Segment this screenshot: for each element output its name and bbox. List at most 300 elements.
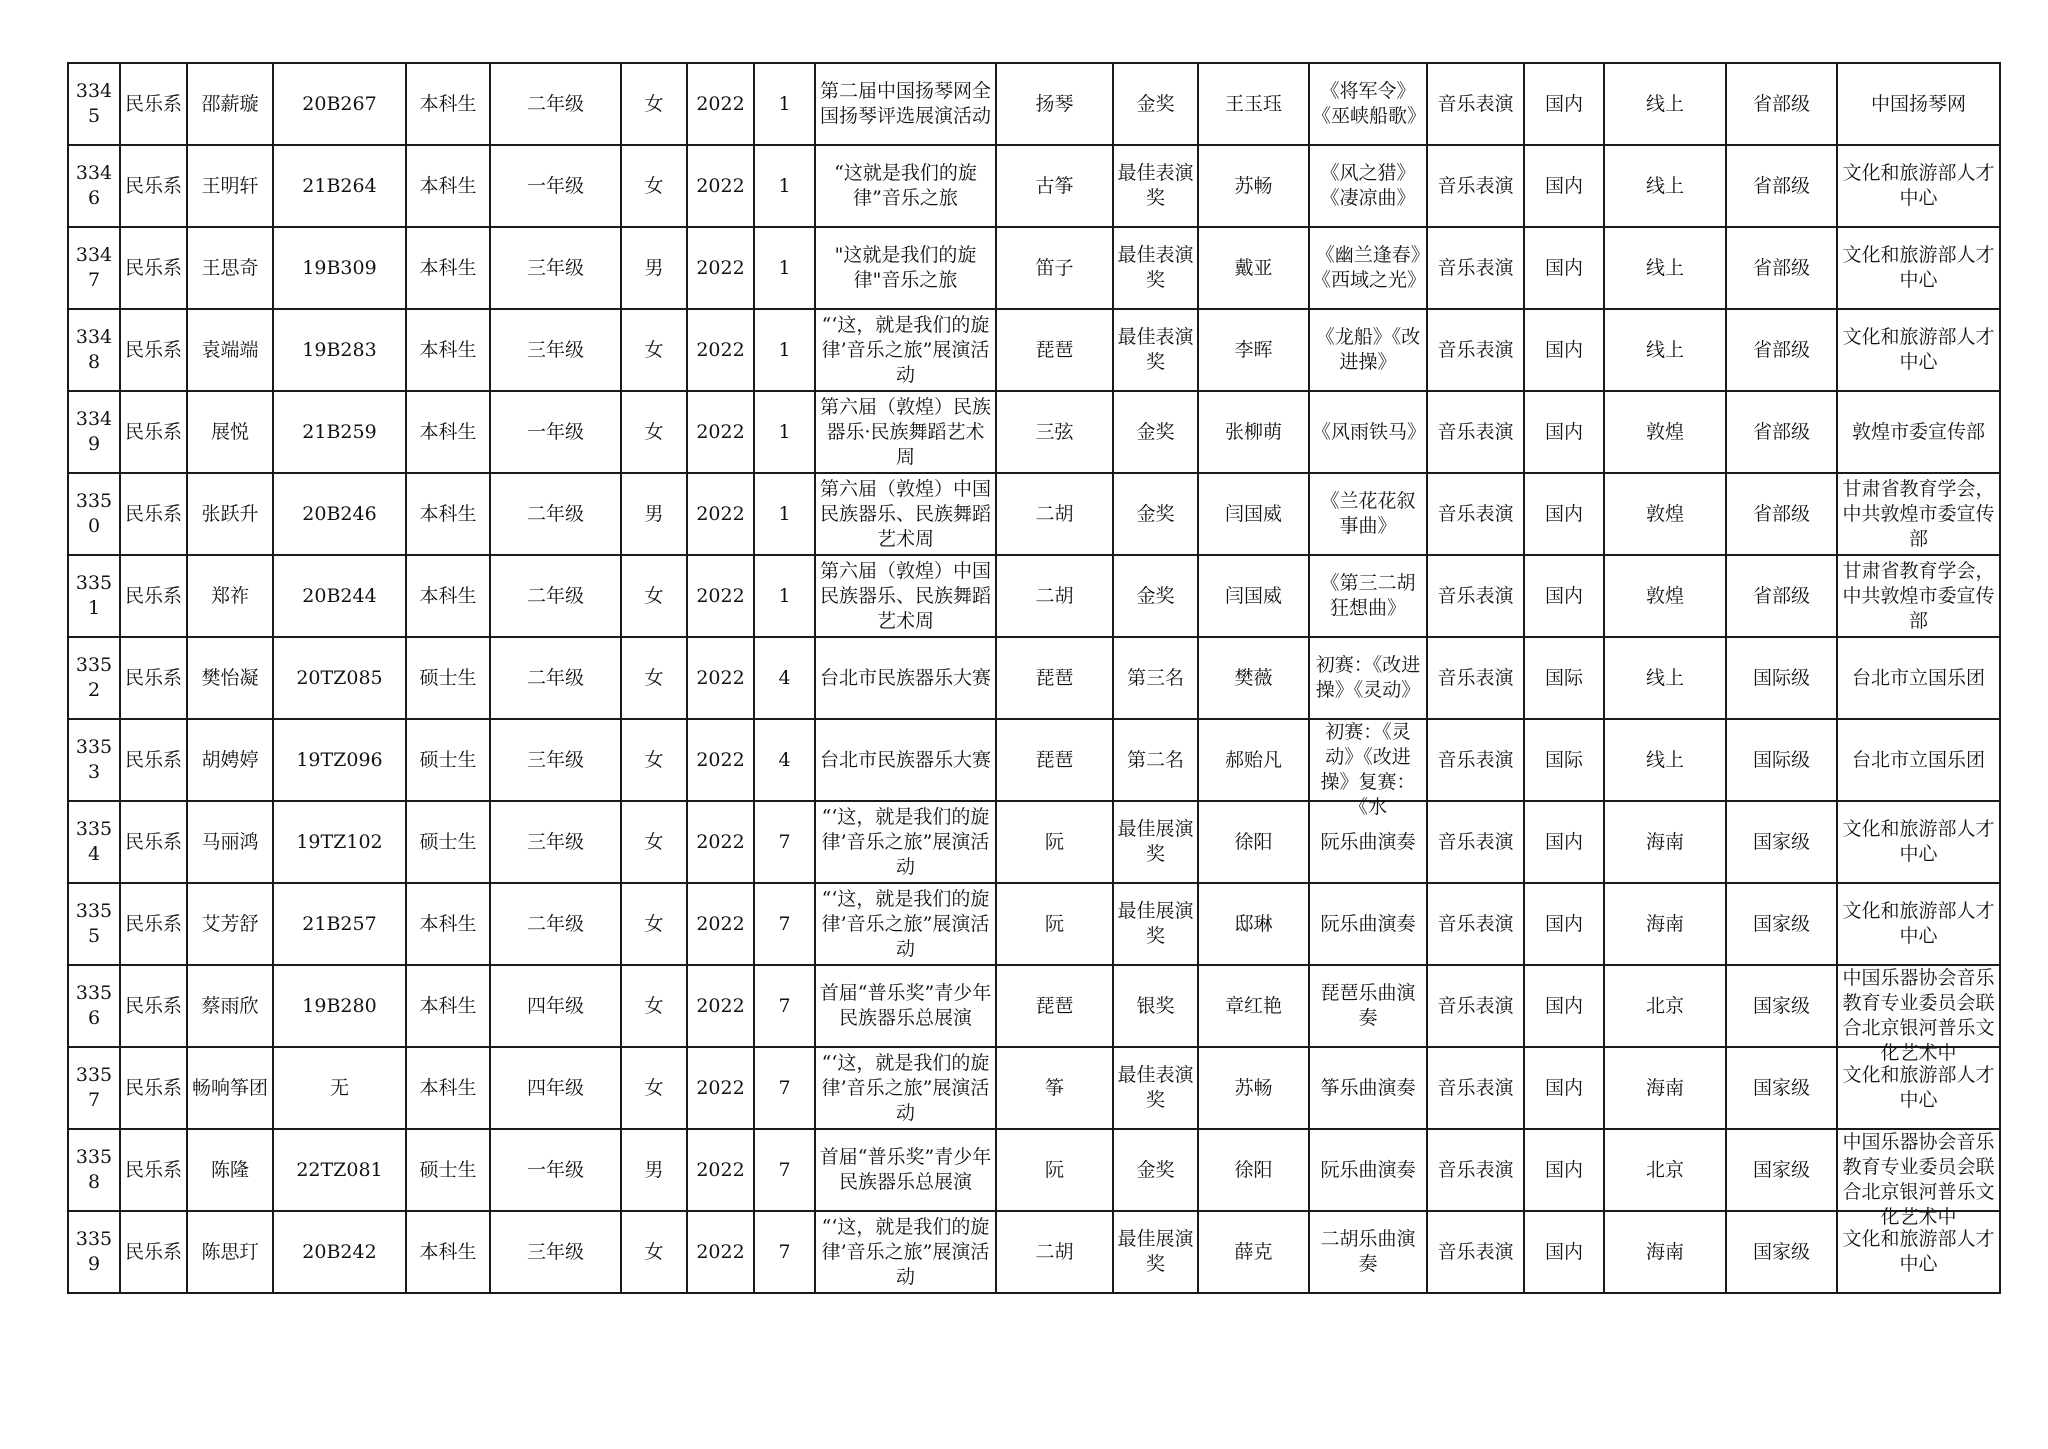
- award-level-cell: [1726, 883, 1837, 965]
- works-text: 阮乐曲演奏: [1320, 1158, 1416, 1181]
- scope-cell: [1524, 227, 1604, 309]
- student-name-cell: [187, 63, 273, 145]
- scope-cell: [1524, 1047, 1604, 1129]
- award-level-text: 国家级: [1752, 830, 1810, 853]
- category-text: 音乐表演: [1437, 502, 1514, 525]
- department-text: 民乐系: [124, 502, 182, 525]
- works-cell: [1309, 1047, 1427, 1129]
- gender-text: 女: [644, 994, 664, 1017]
- awards-table: [67, 62, 2001, 1294]
- row-number-text: 3357: [75, 1064, 113, 1111]
- department-cell: [120, 965, 187, 1047]
- instrument-cell: [996, 555, 1113, 637]
- event-name-cell: [815, 1211, 996, 1293]
- category-cell: [1427, 1047, 1524, 1129]
- year-text: 2022: [696, 912, 745, 935]
- department-cell: [120, 719, 187, 801]
- scope-text: 国内: [1544, 502, 1583, 525]
- organizer-cell: [1837, 473, 2000, 555]
- department-text: 民乐系: [124, 1240, 182, 1263]
- teacher-cell: [1198, 637, 1309, 719]
- event-name-text: “‘这，就是我们的旋律’音乐之旅”展演活动: [821, 1051, 990, 1124]
- location-text: 线上: [1645, 748, 1684, 771]
- instrument-cell: [996, 309, 1113, 391]
- row-number-text: 3354: [75, 818, 113, 865]
- department-text: 民乐系: [124, 1158, 182, 1181]
- degree-level-text: 本科生: [419, 502, 477, 525]
- event-name-cell: [815, 637, 996, 719]
- award-text: 第三名: [1126, 666, 1184, 689]
- degree-level-text: 硕士生: [419, 748, 477, 771]
- organizer-text: 文化和旅游部人才中心: [1842, 818, 1995, 865]
- works-text: 阮乐曲演奏: [1320, 912, 1416, 935]
- row-number-text: 3346: [75, 162, 113, 209]
- row-number-cell: [68, 555, 120, 637]
- teacher-text: 张柳萌: [1224, 420, 1282, 443]
- student-number-cell: [273, 391, 406, 473]
- student-name-text: 王明轩: [201, 174, 259, 197]
- month-text: 1: [778, 174, 791, 197]
- gender-text: 男: [644, 256, 664, 279]
- location-cell: [1604, 1047, 1726, 1129]
- teacher-text: 徐阳: [1234, 1158, 1273, 1181]
- month-text: 7: [778, 830, 791, 853]
- year-cell: [687, 883, 754, 965]
- award-cell: [1113, 227, 1198, 309]
- gender-text: 女: [644, 584, 664, 607]
- scope-text: 国内: [1544, 830, 1583, 853]
- scope-text: 国内: [1544, 584, 1583, 607]
- organizer-text: 文化和旅游部人才中心: [1842, 1064, 1995, 1111]
- student-number-cell: [273, 145, 406, 227]
- teacher-cell: [1198, 309, 1309, 391]
- instrument-text: 琵琶: [1035, 338, 1074, 361]
- row-number-text: 3350: [75, 490, 113, 537]
- instrument-cell: [996, 801, 1113, 883]
- scope-text: 国内: [1544, 1076, 1583, 1099]
- grade-cell: [490, 555, 621, 637]
- event-name-text: “这就是我们的旋律”音乐之旅: [834, 162, 977, 209]
- award-level-text: 省部级: [1752, 92, 1810, 115]
- grade-cell: [490, 801, 621, 883]
- works-text: 《第三二胡狂想曲》: [1320, 572, 1416, 619]
- grade-cell: [490, 473, 621, 555]
- award-text: 金奖: [1136, 502, 1175, 525]
- works-text: 初赛：《灵动》《改进操》复赛：《水: [1320, 721, 1416, 818]
- award-level-cell: [1726, 801, 1837, 883]
- month-text: 4: [778, 666, 791, 689]
- event-name-cell: [815, 473, 996, 555]
- award-text: 金奖: [1136, 584, 1175, 607]
- instrument-cell: [996, 1047, 1113, 1129]
- instrument-text: 琵琶: [1035, 748, 1074, 771]
- award-level-text: 省部级: [1752, 338, 1810, 361]
- teacher-cell: [1198, 719, 1309, 801]
- degree-level-text: 硕士生: [419, 1158, 477, 1181]
- event-name-text: “‘这，就是我们的旋律’音乐之旅”展演活动: [821, 805, 990, 878]
- student-name-text: 展悦: [210, 420, 249, 443]
- student-number-cell: [273, 637, 406, 719]
- works-cell: [1309, 473, 1427, 555]
- student-name-cell: [187, 1129, 273, 1211]
- award-level-cell: [1726, 145, 1837, 227]
- teacher-cell: [1198, 391, 1309, 473]
- gender-cell: [621, 883, 687, 965]
- year-text: 2022: [696, 420, 745, 443]
- award-cell: [1113, 473, 1198, 555]
- teacher-cell: [1198, 1047, 1309, 1129]
- category-cell: [1427, 555, 1524, 637]
- month-text: 7: [778, 994, 791, 1017]
- student-number-cell: [273, 719, 406, 801]
- degree-level-cell: [406, 637, 490, 719]
- instrument-text: 琵琶: [1035, 994, 1074, 1017]
- award-cell: [1113, 63, 1198, 145]
- year-text: 2022: [696, 1158, 745, 1181]
- scope-cell: [1524, 63, 1604, 145]
- row-number-cell: [68, 883, 120, 965]
- category-cell: [1427, 637, 1524, 719]
- grade-cell: [490, 227, 621, 309]
- scope-cell: [1524, 719, 1604, 801]
- degree-level-text: 硕士生: [419, 666, 477, 689]
- row-number-text: 3358: [75, 1146, 113, 1193]
- scope-text: 国内: [1544, 1158, 1583, 1181]
- gender-cell: [621, 1047, 687, 1129]
- month-text: 1: [778, 256, 791, 279]
- degree-level-cell: [406, 883, 490, 965]
- grade-cell: [490, 883, 621, 965]
- instrument-cell: [996, 63, 1113, 145]
- student-name-cell: [187, 637, 273, 719]
- year-text: 2022: [696, 748, 745, 771]
- student-name-text: 张跃升: [201, 502, 259, 525]
- grade-text: 一年级: [526, 420, 584, 443]
- teacher-text: 闫国威: [1224, 502, 1282, 525]
- scope-text: 国内: [1544, 92, 1583, 115]
- event-name-text: "这就是我们的旋律"音乐之旅: [834, 244, 977, 291]
- table-body: [68, 63, 2000, 1293]
- scope-text: 国际: [1544, 748, 1583, 771]
- award-level-text: 国家级: [1752, 994, 1810, 1017]
- award-text: 金奖: [1136, 92, 1175, 115]
- organizer-cell: [1837, 555, 2000, 637]
- row-number-text: 3356: [75, 982, 113, 1029]
- organizer-text: 文化和旅游部人才中心: [1842, 162, 1995, 209]
- degree-level-cell: [406, 145, 490, 227]
- organizer-cell: [1837, 883, 2000, 965]
- teacher-text: 李晖: [1234, 338, 1273, 361]
- event-name-text: “‘这，就是我们的旋律’音乐之旅”展演活动: [821, 313, 990, 386]
- event-name-cell: [815, 63, 996, 145]
- student-name-text: 邵薪璇: [201, 92, 259, 115]
- department-cell: [120, 145, 187, 227]
- department-cell: [120, 883, 187, 965]
- award-cell: [1113, 555, 1198, 637]
- works-text: 《风雨铁马》: [1312, 420, 1427, 443]
- year-text: 2022: [696, 1240, 745, 1263]
- gender-cell: [621, 637, 687, 719]
- instrument-cell: [996, 473, 1113, 555]
- grade-text: 三年级: [526, 338, 584, 361]
- teacher-text: 闫国威: [1224, 584, 1282, 607]
- gender-text: 女: [644, 1240, 664, 1263]
- student-number-text: 19B309: [302, 256, 377, 279]
- award-text: 最佳展演奖: [1117, 818, 1194, 865]
- row-number-cell: [68, 719, 120, 801]
- award-level-text: 省部级: [1752, 420, 1810, 443]
- row-number-cell: [68, 637, 120, 719]
- award-text: 最佳展演奖: [1117, 900, 1194, 947]
- works-text: 《龙船》《改进操》: [1315, 326, 1421, 373]
- location-text: 敦煌: [1645, 420, 1684, 443]
- month-cell: [754, 1047, 815, 1129]
- event-name-cell: [815, 719, 996, 801]
- row-number-cell: [68, 1129, 120, 1211]
- gender-cell: [621, 309, 687, 391]
- instrument-cell: [996, 1129, 1113, 1211]
- gender-text: 女: [644, 1076, 664, 1099]
- organizer-cell: [1837, 391, 2000, 473]
- month-cell: [754, 473, 815, 555]
- category-cell: [1427, 63, 1524, 145]
- event-name-text: “‘这，就是我们的旋律’音乐之旅”展演活动: [821, 1215, 990, 1288]
- teacher-cell: [1198, 555, 1309, 637]
- category-text: 音乐表演: [1437, 1240, 1514, 1263]
- month-text: 1: [778, 502, 791, 525]
- year-text: 2022: [696, 1076, 745, 1099]
- month-cell: [754, 719, 815, 801]
- year-text: 2022: [696, 502, 745, 525]
- grade-cell: [490, 1129, 621, 1211]
- instrument-text: 二胡: [1035, 502, 1074, 525]
- student-number-text: 22TZ081: [296, 1158, 383, 1181]
- location-cell: [1604, 555, 1726, 637]
- location-cell: [1604, 1129, 1726, 1211]
- instrument-cell: [996, 719, 1113, 801]
- category-cell: [1427, 145, 1524, 227]
- degree-level-text: 硕士生: [419, 830, 477, 853]
- award-level-text: 省部级: [1752, 256, 1810, 279]
- award-level-cell: [1726, 719, 1837, 801]
- month-cell: [754, 309, 815, 391]
- row-number-cell: [68, 227, 120, 309]
- row-number-cell: [68, 1047, 120, 1129]
- degree-level-cell: [406, 227, 490, 309]
- department-text: 民乐系: [124, 666, 182, 689]
- location-cell: [1604, 227, 1726, 309]
- student-number-text: 20B246: [302, 502, 377, 525]
- instrument-text: 琵琶: [1035, 666, 1074, 689]
- teacher-text: 徐阳: [1234, 830, 1273, 853]
- location-cell: [1604, 309, 1726, 391]
- gender-cell: [621, 473, 687, 555]
- category-cell: [1427, 883, 1524, 965]
- event-name-cell: [815, 309, 996, 391]
- month-text: 1: [778, 92, 791, 115]
- award-level-text: 国家级: [1752, 1158, 1810, 1181]
- gender-text: 女: [644, 338, 664, 361]
- organizer-text: 文化和旅游部人才中心: [1842, 900, 1995, 947]
- degree-level-cell: [406, 1129, 490, 1211]
- organizer-cell: [1837, 719, 2000, 801]
- award-level-cell: [1726, 1211, 1837, 1293]
- location-cell: [1604, 1211, 1726, 1293]
- department-cell: [120, 473, 187, 555]
- award-cell: [1113, 965, 1198, 1047]
- works-cell: [1309, 227, 1427, 309]
- works-cell: [1309, 309, 1427, 391]
- month-cell: [754, 883, 815, 965]
- year-text: 2022: [696, 830, 745, 853]
- teacher-cell: [1198, 145, 1309, 227]
- event-name-text: “‘这，就是我们的旋律’音乐之旅”展演活动: [821, 887, 990, 960]
- location-cell: [1604, 145, 1726, 227]
- student-number-cell: [273, 309, 406, 391]
- gender-cell: [621, 801, 687, 883]
- gender-cell: [621, 719, 687, 801]
- grade-text: 三年级: [526, 1240, 584, 1263]
- row-number-text: 3348: [75, 326, 113, 373]
- student-name-cell: [187, 391, 273, 473]
- student-name-cell: [187, 1047, 273, 1129]
- location-text: 敦煌: [1645, 584, 1684, 607]
- student-name-cell: [187, 309, 273, 391]
- grade-text: 三年级: [526, 830, 584, 853]
- category-text: 音乐表演: [1437, 584, 1514, 607]
- works-text: 琵琶乐曲演奏: [1320, 982, 1416, 1029]
- grade-cell: [490, 1047, 621, 1129]
- month-text: 7: [778, 1158, 791, 1181]
- degree-level-text: 本科生: [419, 1240, 477, 1263]
- student-name-text: 袁端端: [201, 338, 259, 361]
- table-row: [68, 637, 2000, 719]
- works-text: 《风之猎》《凄凉曲》: [1320, 162, 1416, 209]
- student-name-text: 蔡雨欣: [201, 994, 259, 1017]
- student-name-cell: [187, 145, 273, 227]
- organizer-text: 敦煌市委宣传部: [1851, 420, 1985, 443]
- works-text: 《幽兰逢春》《西域之光》: [1312, 244, 1427, 291]
- student-number-cell: [273, 1047, 406, 1129]
- instrument-text: 三弦: [1035, 420, 1074, 443]
- location-cell: [1604, 63, 1726, 145]
- scope-text: 国内: [1544, 912, 1583, 935]
- year-text: 2022: [696, 338, 745, 361]
- award-text: 金奖: [1136, 1158, 1175, 1181]
- award-level-text: 国际级: [1752, 748, 1810, 771]
- student-name-cell: [187, 965, 273, 1047]
- instrument-text: 筝: [1044, 1076, 1064, 1099]
- row-number-text: 3355: [75, 900, 113, 947]
- row-number-text: 3352: [75, 654, 113, 701]
- student-name-cell: [187, 1211, 273, 1293]
- scope-cell: [1524, 309, 1604, 391]
- year-text: 2022: [696, 666, 745, 689]
- award-text: 最佳展演奖: [1117, 1228, 1194, 1275]
- gender-text: 女: [644, 174, 664, 197]
- table-row: [68, 227, 2000, 309]
- category-text: 音乐表演: [1437, 830, 1514, 853]
- award-level-text: 省部级: [1752, 584, 1810, 607]
- award-cell: [1113, 637, 1198, 719]
- year-cell: [687, 637, 754, 719]
- month-cell: [754, 801, 815, 883]
- degree-level-cell: [406, 1047, 490, 1129]
- gender-text: 女: [644, 748, 664, 771]
- location-text: 线上: [1645, 256, 1684, 279]
- gender-cell: [621, 965, 687, 1047]
- student-number-cell: [273, 1211, 406, 1293]
- teacher-cell: [1198, 883, 1309, 965]
- event-name-text: 首届“普乐奖”青少年民族器乐总展演: [819, 1146, 992, 1193]
- instrument-text: 扬琴: [1035, 92, 1074, 115]
- degree-level-cell: [406, 63, 490, 145]
- year-text: 2022: [696, 174, 745, 197]
- organizer-text: 台北市立国乐团: [1851, 666, 1985, 689]
- student-number-text: 无: [329, 1076, 349, 1099]
- works-cell: [1309, 145, 1427, 227]
- instrument-text: 笛子: [1035, 256, 1074, 279]
- scope-cell: [1524, 801, 1604, 883]
- grade-text: 二年级: [526, 584, 584, 607]
- location-text: 敦煌: [1645, 502, 1684, 525]
- gender-text: 男: [644, 502, 664, 525]
- grade-cell: [490, 965, 621, 1047]
- month-cell: [754, 1129, 815, 1211]
- grade-text: 一年级: [526, 174, 584, 197]
- student-number-text: 20TZ085: [296, 666, 383, 689]
- category-cell: [1427, 801, 1524, 883]
- department-cell: [120, 309, 187, 391]
- student-number-text: 20B267: [302, 92, 377, 115]
- student-number-text: 21B264: [302, 174, 377, 197]
- event-name-text: 台北市民族器乐大赛: [819, 666, 991, 689]
- student-name-text: 郑祚: [210, 584, 249, 607]
- works-text: 二胡乐曲演奏: [1320, 1228, 1416, 1275]
- table-row: [68, 555, 2000, 637]
- grade-text: 三年级: [526, 256, 584, 279]
- category-text: 音乐表演: [1437, 92, 1514, 115]
- award-text: 最佳表演奖: [1117, 1064, 1194, 1111]
- organizer-cell: [1837, 1129, 2000, 1228]
- award-cell: [1113, 801, 1198, 883]
- organizer-cell: [1837, 637, 2000, 719]
- instrument-text: 阮: [1044, 830, 1064, 853]
- degree-level-cell: [406, 965, 490, 1047]
- year-cell: [687, 145, 754, 227]
- organizer-cell: [1837, 965, 2000, 1064]
- event-name-text: 台北市民族器乐大赛: [819, 748, 991, 771]
- location-text: 海南: [1645, 830, 1684, 853]
- month-text: 7: [778, 1240, 791, 1263]
- grade-cell: [490, 719, 621, 801]
- location-cell: [1604, 965, 1726, 1047]
- event-name-text: 第六届（敦煌）中国民族器乐、民族舞蹈艺术周: [819, 559, 991, 632]
- degree-level-text: 本科生: [419, 92, 477, 115]
- award-cell: [1113, 883, 1198, 965]
- location-cell: [1604, 719, 1726, 801]
- degree-level-cell: [406, 391, 490, 473]
- month-cell: [754, 63, 815, 145]
- student-number-cell: [273, 801, 406, 883]
- category-text: 音乐表演: [1437, 338, 1514, 361]
- student-number-cell: [273, 965, 406, 1047]
- instrument-cell: [996, 1211, 1113, 1293]
- grade-text: 二年级: [526, 666, 584, 689]
- gender-cell: [621, 391, 687, 473]
- location-text: 海南: [1645, 912, 1684, 935]
- student-name-text: 胡娉婷: [201, 748, 259, 771]
